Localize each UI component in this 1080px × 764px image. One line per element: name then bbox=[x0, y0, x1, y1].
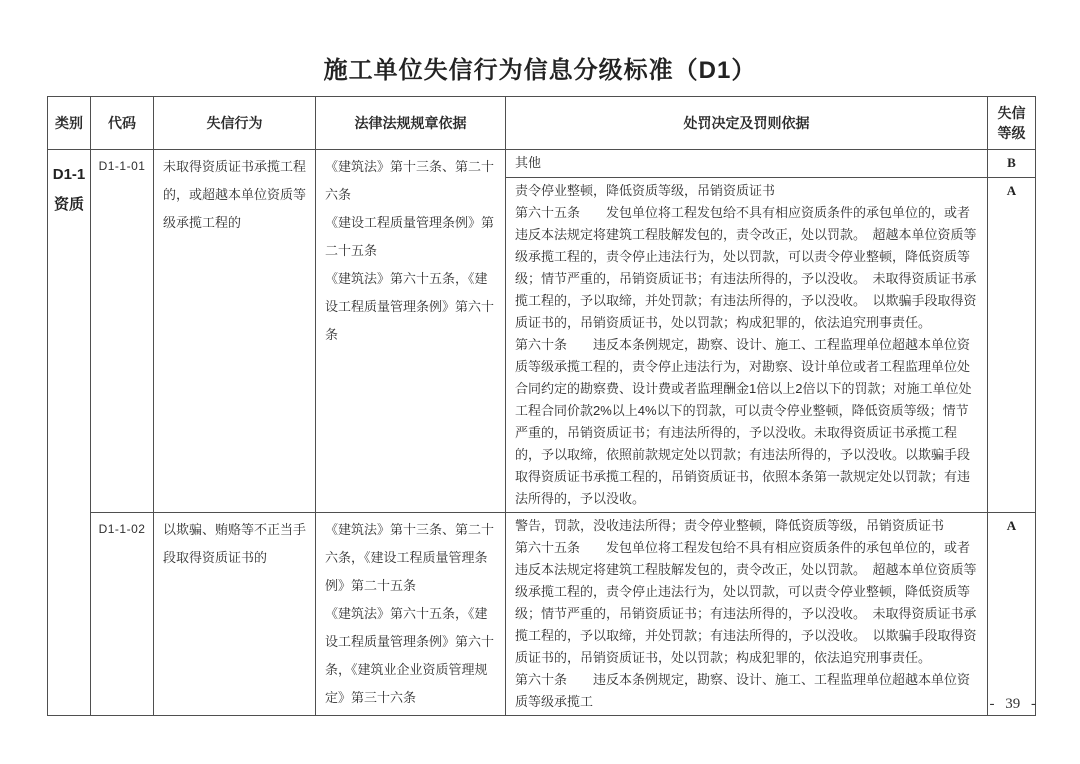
penalty-paragraph: 第六十五条 发包单位将工程发包给不具有相应资质条件的承包单位的，或者违反本法规定将建筑工程肢解发包的，责令改正，处以罚款。 超越本单位资质等级承揽工程的，责令停止违法行为，处以罚款，可以责令停业整顿，降低资质等级；情节严重的，吊销资质证书；有违法所得的，予以没收。 未取得资质证书承揽工程的，予以取缔，并处罚款；有违法所得的，予以没收。 以欺骗手段取得资质证书的，吊销资质证书，处以罚款；构成犯罪的，依法追究刑事责任。 bbox=[515, 540, 977, 665]
header-grade bbox=[988, 97, 1036, 150]
category-code: D1-1 bbox=[52, 166, 86, 183]
category-label: 资质 bbox=[53, 196, 84, 213]
behavior-text: 未取得资质证书承揽工程的，或超越本单位资质等级承揽工程的 bbox=[163, 159, 307, 230]
table-header-row bbox=[48, 97, 1036, 150]
penalty-paragraph: 其他 bbox=[515, 155, 542, 170]
legal-basis-cell bbox=[316, 150, 506, 513]
header-penalty bbox=[506, 97, 988, 150]
grade-cell: A bbox=[988, 513, 1036, 716]
penalty-paragraph: 第六十五条 发包单位将工程发包给不具有相应资质条件的承包单位的，或者违反本法规定将建筑工程肢解发包的，责令改正，处以罚款。 超越本单位资质等级承揽工程的，责令停止违法行为，处以罚款，可以责令停业整顿，降低资质等级；情节严重的，吊销资质证书；有违法所得的，予以没收。 未取得资质证书承揽工程的，予以取缔，并处罚款；有违法所得的，予以没收。 以欺骗手段取得资质证书的，吊销资质证书，处以罚款；构成犯罪的，依法追究刑事责任。 bbox=[515, 205, 977, 330]
penalty-cell bbox=[506, 178, 988, 513]
penalty-paragraph: 警告，罚款，没收违法所得；责令停业整顿，降低资质等级，吊销资质证书 bbox=[515, 518, 945, 533]
penalty-cell bbox=[506, 150, 988, 178]
table-row bbox=[48, 513, 1036, 716]
behavior-cell bbox=[154, 513, 316, 716]
page-number: - 39 - bbox=[989, 696, 1036, 712]
category-cell bbox=[48, 150, 91, 716]
header-behavior bbox=[154, 97, 316, 150]
code-cell: D1-1-01 bbox=[91, 150, 154, 513]
penalty-paragraph: 第六十条 违反本条例规定，勘察、设计、施工、工程监理单位超越本单位资质等级承揽工 bbox=[515, 672, 971, 709]
header-grade-line2: 等级 bbox=[997, 125, 1026, 141]
header-category bbox=[48, 97, 91, 150]
table-row bbox=[48, 150, 1036, 178]
code-cell: D1-1-02 bbox=[91, 513, 154, 716]
legal-basis-paragraph: 《建设工程质量管理条例》第二十五条 bbox=[325, 215, 495, 258]
grading-standard-table bbox=[47, 96, 1036, 716]
header-penalty-label: 处罚决定及罚则依据 bbox=[683, 115, 810, 131]
behavior-text: 以欺骗、贿赂等不正当手段取得资质证书的 bbox=[163, 522, 307, 565]
penalty-cell bbox=[506, 513, 988, 716]
page-title: 施工单位失信行为信息分级标准（D1） bbox=[323, 57, 757, 84]
header-code bbox=[91, 97, 154, 150]
penalty-paragraph: 第六十条 违反本条例规定，勘察、设计、施工、工程监理单位超越本单位资质等级承揽工程的，责令停止违法行为，对勘察、设计单位或者工程监理单位处合同约定的勘察费、设计费或者监理酬金1倍以上2倍以下的罚款；对施工单位处工程合同价款2%以上4%以下的罚款，可以责令停业整顿，降低资质等级；情节严重的，吊销资质证书；有违法所得的，予以没收。未取得资质证书承揽工程的，予以取缔，依照前款规定处以罚款；有违法所得的，予以没收。以欺骗手段取得资质证书承揽工程的，吊销资质证书，依照本条第一款规定处以罚款；有违法所得的，予以没收。 bbox=[515, 337, 972, 506]
header-legal-basis bbox=[316, 97, 506, 150]
header-grade-line1: 失信 bbox=[997, 105, 1026, 121]
legal-basis-paragraph: 《建筑法》第十三条、第二十六条 bbox=[325, 159, 495, 202]
header-behavior-label: 失信行为 bbox=[206, 115, 263, 131]
legal-basis-paragraph: 《建筑法》第六十五条，《建设工程质量管理条例》第六十条，《建筑业企业资质管理规定》第三十六条 bbox=[325, 606, 495, 705]
legal-basis-paragraph: 《建筑法》第十三条、第二十六条，《建设工程质量管理条例》第二十五条 bbox=[325, 522, 495, 593]
header-code-label: 代码 bbox=[108, 115, 136, 131]
header-category-label: 类别 bbox=[55, 115, 83, 131]
grade-cell: B bbox=[988, 150, 1036, 178]
penalty-paragraph: 责令停业整顿，降低资质等级，吊销资质证书 bbox=[515, 183, 776, 198]
grade-cell: A bbox=[988, 178, 1036, 513]
header-legal-basis-label: 法律法规规章依据 bbox=[354, 115, 467, 131]
legal-basis-cell bbox=[316, 513, 506, 716]
behavior-cell bbox=[154, 150, 316, 513]
legal-basis-paragraph: 《建筑法》第六十五条，《建设工程质量管理条例》第六十条 bbox=[325, 271, 495, 342]
